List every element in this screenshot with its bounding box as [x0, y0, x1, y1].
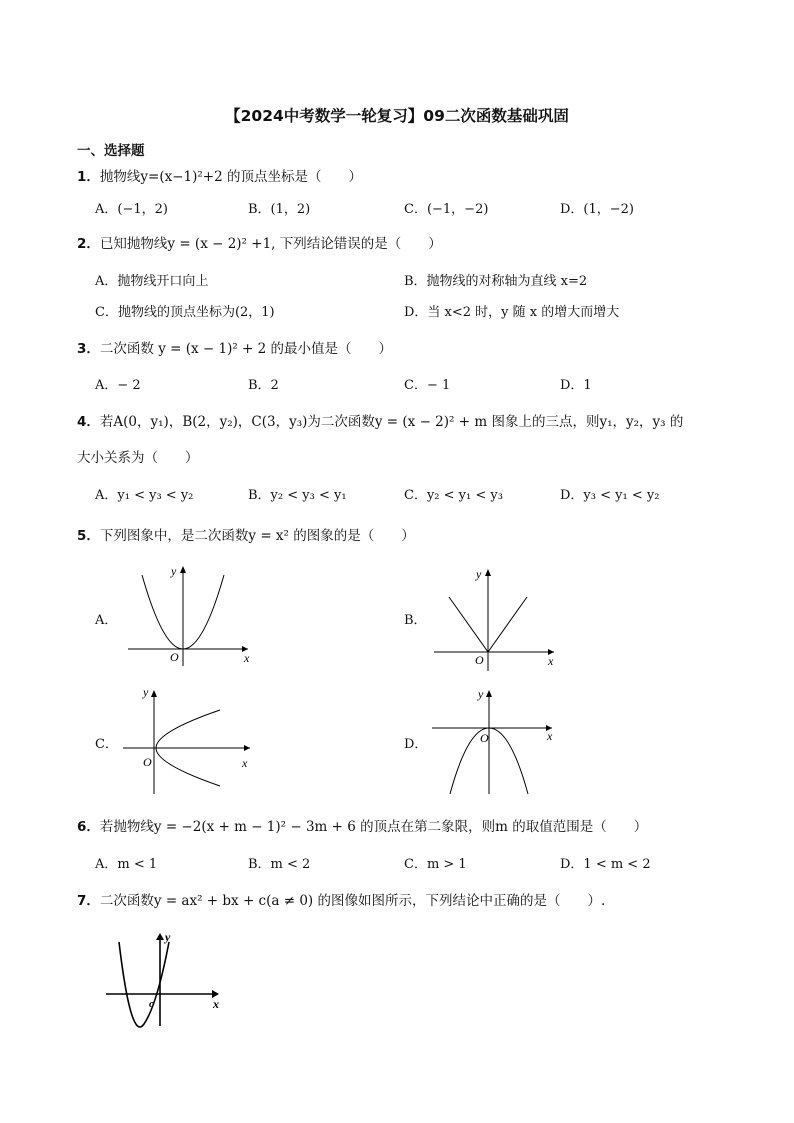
origin-label: O [480, 731, 489, 745]
option-a: A．抛物线开口向上 [95, 274, 209, 289]
question-2 [77, 232, 442, 252]
y-label: y [478, 687, 484, 701]
option-b: B．抛物线的对称轴为直线 x=2 [404, 274, 588, 289]
question-5 [77, 524, 415, 544]
option-c: C．抛物线的顶点坐标为(2，1) [95, 305, 275, 320]
question-text: 二次函数y = ax² + bx + c(a ≠ 0) 的图像如图所示，下列结论中正确的是（ ）. [99, 893, 606, 909]
y-label: y [165, 930, 171, 944]
option-d: D． [404, 737, 428, 752]
option-b: B． [404, 613, 427, 628]
question-7 [77, 889, 605, 909]
option-b: B．(1，2) [248, 202, 311, 217]
option-c: C． [95, 737, 118, 752]
x-label: x [244, 651, 250, 665]
question-number: 1． [77, 169, 100, 185]
y-axis-arrow [180, 566, 186, 573]
option-b: B．m < 2 [248, 857, 311, 872]
y-axis-arrow [151, 690, 157, 697]
question-3 [77, 337, 392, 357]
origin-label: O [475, 653, 484, 667]
option-a: A．(−1，2) [95, 202, 168, 217]
y-label: y [143, 685, 149, 699]
graph-q7 [102, 928, 227, 1028]
question-6 [77, 815, 647, 835]
y-axis-arrow [486, 690, 492, 697]
question-number: 2． [77, 236, 100, 252]
option-d: D．1 [560, 378, 592, 393]
option-d: D．y₃ < y₁ < y₂ [560, 488, 660, 503]
x-label: x [213, 997, 219, 1011]
graph-b [428, 563, 568, 673]
x-label: x [547, 729, 553, 743]
option-b: B．y₂ < y₃ < y₁ [248, 488, 347, 503]
y-label: y [171, 564, 177, 578]
option-d: D．(1，−2) [560, 202, 635, 217]
x-axis-arrow [244, 745, 250, 751]
question-number: 7． [77, 893, 100, 909]
x-label: x [548, 654, 554, 668]
y-axis-arrow [485, 569, 491, 576]
option-c: C．m > 1 [404, 857, 467, 872]
graph-a [120, 560, 260, 670]
y-axis-arrow [156, 933, 164, 940]
option-c: C．− 1 [404, 378, 451, 393]
option-a: A．− 2 [95, 378, 141, 393]
question-text: 抛物线y=(x−1)²+2 的顶点坐标是（ ） [99, 169, 362, 185]
question-4 [77, 410, 683, 430]
origin-label: O [170, 650, 179, 664]
parabola-curve [119, 942, 169, 1027]
x-label: x [242, 756, 248, 770]
question-text: 下列图象中，是二次函数y = x² 的图象的是（ ） [99, 528, 415, 544]
option-a: A．y₁ < y₃ < y₂ [95, 488, 194, 503]
origin-label: O [143, 755, 152, 769]
question-4-continued: 大小关系为（ ） [77, 450, 199, 466]
graph-c [118, 682, 263, 797]
question-number: 4． [77, 414, 100, 430]
question-text: 二次函数 y = (x − 1)² + 2 的最小值是（ ） [99, 341, 393, 357]
question-number: 3． [77, 341, 100, 357]
option-a: A． [95, 613, 118, 628]
section-heading: 一、选择题 [77, 143, 145, 159]
y-label: y [476, 567, 482, 581]
question-text: 若抛物线y = −2(x + m − 1)² − 3m + 6 的顶点在第二象限，则m 的取值范围是（ ） [99, 819, 648, 835]
question-text: 若A(0，y₁)，B(2，y₂)，C(3，y₃)为二次函数y = (x − 2)² + m 图象上的三点，则y₁，y₂，y₃ 的 [99, 414, 684, 430]
question-1 [77, 165, 362, 185]
question-text: 已知抛物线y = (x − 2)² +1, 下列结论错误的是（ ） [99, 236, 442, 252]
question-number: 5． [77, 528, 100, 544]
option-d: D．当 x<2 时，y 随 x 的增大而增大 [404, 305, 620, 320]
graph-d [428, 684, 568, 799]
origin-label: o [149, 998, 155, 1010]
question-number: 6． [77, 819, 100, 835]
option-c: C．y₂ < y₁ < y₃ [404, 488, 503, 503]
option-c: C．(−1，−2) [404, 202, 489, 217]
document-title: 【2024中考数学一轮复习】09二次函数基础巩固 [225, 107, 569, 125]
option-a: A．m < 1 [95, 857, 158, 872]
option-b: B．2 [248, 378, 279, 393]
option-d: D．1 < m < 2 [560, 857, 651, 872]
